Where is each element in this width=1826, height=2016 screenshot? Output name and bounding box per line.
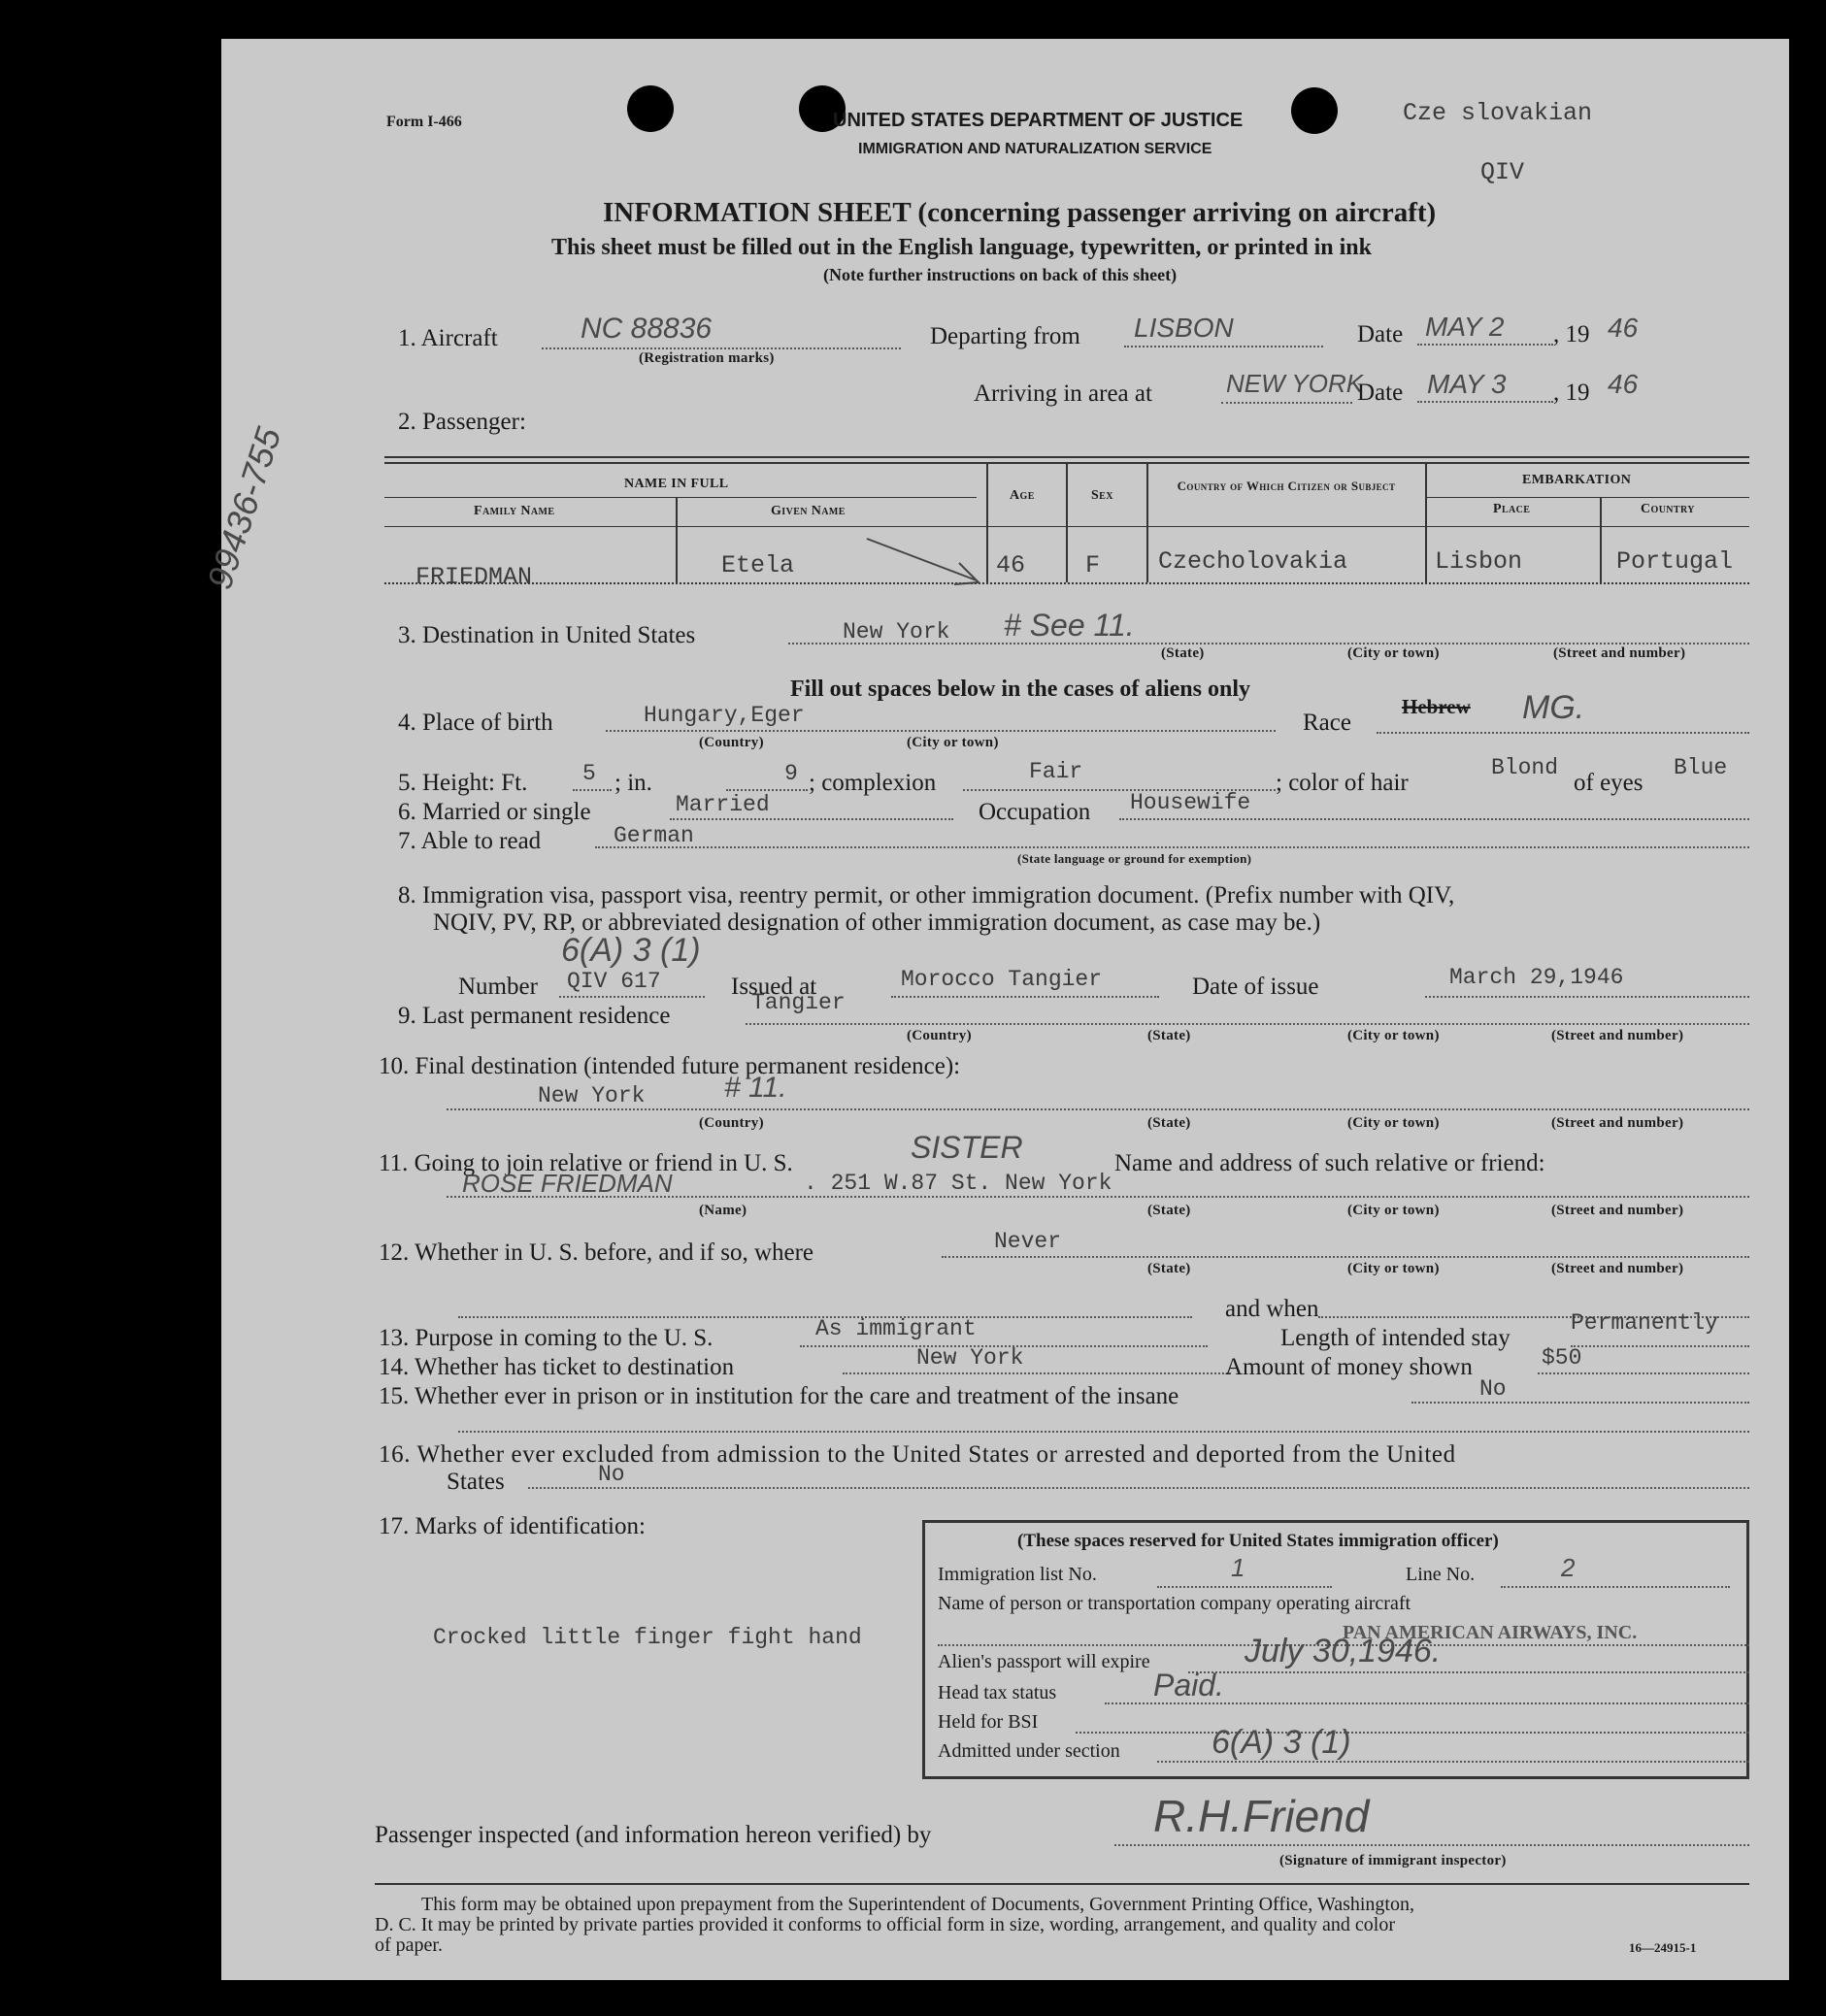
excluded-value[interactable]: No xyxy=(598,1462,625,1487)
embark-country-value[interactable]: Portugal xyxy=(1616,547,1734,576)
departing-value[interactable]: LISBON xyxy=(1134,313,1234,343)
issued-at-value[interactable]: Morocco Tangier xyxy=(901,967,1103,992)
passport-expire-label: Alien's passport will expire xyxy=(938,1651,1150,1672)
line-no-label: Line No. xyxy=(1406,1564,1476,1585)
sex-header: Sex xyxy=(1091,488,1113,503)
q14-label: 14. Whether has ticket to destination xyxy=(379,1354,735,1380)
q4-label: 4. Place of birth xyxy=(398,710,553,736)
signature-caption: (Signature of immigrant inspector) xyxy=(1279,1853,1507,1868)
hair-label: ; color of hair xyxy=(1276,770,1409,796)
occupation-value[interactable]: Housewife xyxy=(1130,790,1251,815)
q9-label: 9. Last permanent residence xyxy=(398,1003,671,1029)
caption-city-town: (City or town) xyxy=(907,735,999,750)
year-prefix-2: , 19 xyxy=(1553,380,1590,406)
final-destination-hw: # 11. xyxy=(724,1072,787,1104)
aliens-heading: Fill out spaces below in the cases of aliens only xyxy=(790,677,1251,702)
caption-street-10: (Street and number) xyxy=(1551,1115,1684,1131)
eyes-value[interactable]: Blue xyxy=(1674,755,1728,780)
sheet-note: (Note further instructions on back of this sheet) xyxy=(823,265,1178,284)
inspection-label: Passenger inspected (and information hereon verified) by xyxy=(375,1822,932,1848)
given-name-value[interactable]: Etela xyxy=(721,551,795,579)
q8-line2: NQIV, PV, RP, or abbreviated designation of other immigration document, as case may be.) xyxy=(433,909,1321,936)
caption-street-12: (Street and number) xyxy=(1551,1261,1684,1276)
citizen-value[interactable]: Czecholovakia xyxy=(1158,547,1348,576)
height-in-value[interactable]: 9 xyxy=(784,761,798,786)
caption-state: (State) xyxy=(1161,645,1205,661)
footer-line1: This form may be obtained upon prepayment from the Superintendent of Documents, Government Printing Office, Washington, xyxy=(421,1894,1414,1915)
punch-hole xyxy=(1291,87,1338,134)
caption-city-9: (City or town) xyxy=(1347,1028,1440,1043)
purpose-value[interactable]: As immigrant xyxy=(815,1316,977,1341)
height-in-label: ; in. xyxy=(614,770,652,796)
q3-label: 3. Destination in United States xyxy=(398,622,696,648)
document-number[interactable]: QIV 617 xyxy=(567,969,661,994)
company-label: Name of person or transportation company operating aircraft xyxy=(938,1593,1411,1614)
q1-label: 1. Aircraft xyxy=(398,325,498,351)
head-tax-value[interactable]: Paid. xyxy=(1153,1668,1224,1702)
caption-name: (Name) xyxy=(699,1203,747,1218)
length-of-stay-value[interactable]: Permanently xyxy=(1571,1310,1718,1336)
year-prefix: , 19 xyxy=(1553,321,1590,347)
complexion-value[interactable]: Fair xyxy=(1029,759,1083,784)
q11-label: 11. Going to join relative or friend in U. S. xyxy=(379,1150,793,1176)
eyes-label: of eyes xyxy=(1574,770,1643,796)
date-of-issue-value[interactable]: March 29,1946 xyxy=(1449,965,1624,990)
embark-place-value[interactable]: Lisbon xyxy=(1435,547,1523,576)
q15-label: 15. Whether ever in prison or in institution for the care and treatment of the insane xyxy=(379,1383,1179,1409)
immigration-list-label: Immigration list No. xyxy=(938,1564,1097,1585)
caption-city-11: (City or town) xyxy=(1347,1203,1440,1218)
q7-label: 7. Able to read xyxy=(398,828,542,854)
head-tax-label: Head tax status xyxy=(938,1682,1057,1703)
race-struck: Hebrew xyxy=(1402,695,1471,718)
issued-at-label: Issued at xyxy=(731,974,817,1000)
margin-note: 99436-755 xyxy=(199,422,289,594)
q13-label: 13. Purpose in coming to the U. S. xyxy=(379,1325,714,1351)
relative-name-label: Name and address of such relative or friend: xyxy=(1114,1150,1545,1176)
departure-date[interactable]: MAY 2 xyxy=(1425,312,1505,342)
punch-hole xyxy=(627,85,674,132)
arrival-date[interactable]: MAY 3 xyxy=(1427,369,1507,399)
arriving-value[interactable]: NEW YORK xyxy=(1226,369,1364,398)
race-hw[interactable]: MG. xyxy=(1522,689,1585,726)
admitted-section-value[interactable]: 6(A) 3 (1) xyxy=(1212,1724,1351,1761)
q10-label: 10. Final destination (intended future permanent residence): xyxy=(379,1053,961,1079)
line-no-value[interactable]: 2 xyxy=(1561,1553,1576,1582)
place-header: Place xyxy=(1493,502,1531,516)
q2-label: 2. Passenger: xyxy=(398,409,526,435)
department-title: UNITED STATES DEPARTMENT OF JUSTICE xyxy=(833,110,1244,131)
caption-city: (City or town) xyxy=(1347,645,1440,661)
embarkation-header: EMBARKATION xyxy=(1522,473,1632,487)
caption-street: (Street and number) xyxy=(1553,645,1686,661)
destination-hw: # See 11. xyxy=(1004,608,1135,643)
q8-line1: 8. Immigration visa, passport visa, reentry permit, or other immigration document. (Prefix number with QIV, xyxy=(398,882,1455,909)
given-name-header: Given Name xyxy=(771,504,846,518)
q5-label: 5. Height: Ft. xyxy=(398,770,528,796)
inspector-signature: R.H.Friend xyxy=(1153,1791,1370,1841)
birthplace-value[interactable]: Hungary,Eger xyxy=(644,703,805,728)
company-value[interactable]: PAN AMERICAN AIRWAYS, INC. xyxy=(1343,1622,1638,1643)
family-name-value[interactable]: FRIEDMAN xyxy=(415,563,533,591)
immigration-list-value[interactable]: 1 xyxy=(1231,1553,1245,1582)
arriving-label: Arriving in area at xyxy=(974,380,1152,407)
q8-hw-section: 6(A) 3 (1) xyxy=(561,932,701,969)
q16-line2: States xyxy=(447,1469,505,1495)
relative-name-hw[interactable]: ROSE FRIEDMAN xyxy=(462,1169,673,1198)
q12-label: 12. Whether in U. S. before, and if so, where xyxy=(379,1239,814,1266)
caption-country-9: (Country) xyxy=(907,1028,972,1043)
departing-label: Departing from xyxy=(930,323,1080,349)
admitted-section-label: Admitted under section xyxy=(938,1740,1120,1762)
caption-city-10: (City or town) xyxy=(1347,1115,1440,1131)
service-title: IMMIGRATION AND NATURALIZATION SERVICE xyxy=(858,141,1212,157)
form-document xyxy=(199,39,1789,1980)
age-value[interactable]: 46 xyxy=(996,551,1026,579)
departure-year[interactable]: 46 xyxy=(1608,313,1639,343)
relative-address[interactable]: . 251 W.87 St. New York xyxy=(804,1171,1112,1196)
nationality-note: Cze slovakian xyxy=(1403,99,1593,127)
aircraft-value[interactable]: NC 88836 xyxy=(581,313,713,345)
family-name-header: Family Name xyxy=(474,504,555,518)
ticket-value[interactable]: New York xyxy=(916,1345,1024,1371)
caption-country: (Country) xyxy=(699,735,764,750)
caption-state-9: (State) xyxy=(1147,1028,1191,1043)
q17-label: 17. Marks of identification: xyxy=(379,1513,646,1539)
previous-us-value[interactable]: Never xyxy=(994,1229,1062,1254)
registration-caption: (Registration marks) xyxy=(639,350,775,366)
date-of-issue-label: Date of issue xyxy=(1192,974,1319,1000)
citizen-header: Country of Which Citizen or Subject xyxy=(1177,479,1396,493)
prison-value[interactable]: No xyxy=(1479,1376,1507,1402)
name-in-full-header: NAME IN FULL xyxy=(624,477,729,491)
occupation-label: Occupation xyxy=(979,799,1091,825)
last-residence-value[interactable]: Tangier xyxy=(751,990,846,1015)
date-label-2: Date xyxy=(1357,380,1404,406)
caption-street-11: (Street and number) xyxy=(1551,1203,1684,1218)
money-value[interactable]: $50 xyxy=(1542,1345,1582,1371)
hair-value[interactable]: Blond xyxy=(1491,755,1559,780)
number-label: Number xyxy=(458,974,538,1000)
language-caption: (State language or ground for exemption) xyxy=(1017,851,1252,866)
caption-country-10: (Country) xyxy=(699,1115,764,1131)
caption-state-12: (State) xyxy=(1147,1261,1191,1276)
country-header: Country xyxy=(1641,502,1695,516)
money-label: Amount of money shown xyxy=(1225,1354,1473,1380)
age-header: Age xyxy=(1010,488,1035,503)
bsi-label: Held for BSI xyxy=(938,1711,1039,1733)
arrival-year[interactable]: 46 xyxy=(1608,369,1639,399)
height-ft-value[interactable]: 5 xyxy=(582,761,596,786)
qiv-note: QIV xyxy=(1480,158,1525,186)
marital-value[interactable]: Married xyxy=(676,792,770,817)
relation-hw[interactable]: SISTER xyxy=(911,1130,1023,1165)
q6-label: 6. Married or single xyxy=(398,799,591,825)
sheet-subtitle: This sheet must be filled out in the English language, typewritten, or printed in ink xyxy=(551,235,1372,260)
footer-code: 16—24915-1 xyxy=(1629,1940,1697,1955)
caption-city-12: (City or town) xyxy=(1347,1261,1440,1276)
sex-value[interactable]: F xyxy=(1085,551,1101,579)
complexion-label: ; complexion xyxy=(809,770,937,796)
race-label: Race xyxy=(1303,710,1351,736)
identification-marks-value[interactable]: Crocked little finger fight hand xyxy=(433,1625,862,1650)
and-when-label: and when xyxy=(1225,1296,1319,1322)
caption-state-10: (State) xyxy=(1147,1115,1191,1131)
q16-line1: 16. Whether ever excluded from admission to the United States or arrested and deported from the United xyxy=(379,1441,1456,1468)
caption-state-11: (State) xyxy=(1147,1203,1191,1218)
footer-line2: D. C. It may be printed by private parties provided it conforms to official form in size, wording, arrangement, and quality and color xyxy=(375,1914,1396,1935)
officer-box-title: (These spaces reserved for United States immigration officer) xyxy=(1017,1531,1499,1551)
date-label: Date xyxy=(1357,321,1404,347)
passport-expire-value[interactable]: July 30,1946. xyxy=(1245,1633,1442,1669)
final-destination-value[interactable]: New York xyxy=(538,1083,646,1108)
read-language-value[interactable]: German xyxy=(614,823,694,848)
destination-value[interactable]: New York xyxy=(843,619,950,644)
caption-street-9: (Street and number) xyxy=(1551,1028,1684,1043)
length-of-stay-label: Length of intended stay xyxy=(1280,1325,1511,1351)
footer-line3: of paper. xyxy=(375,1934,443,1956)
sheet-title: INFORMATION SHEET (concerning passenger arriving on aircraft) xyxy=(603,197,1437,228)
form-number: Form I-466 xyxy=(386,114,462,130)
arrow-mark xyxy=(862,534,988,592)
